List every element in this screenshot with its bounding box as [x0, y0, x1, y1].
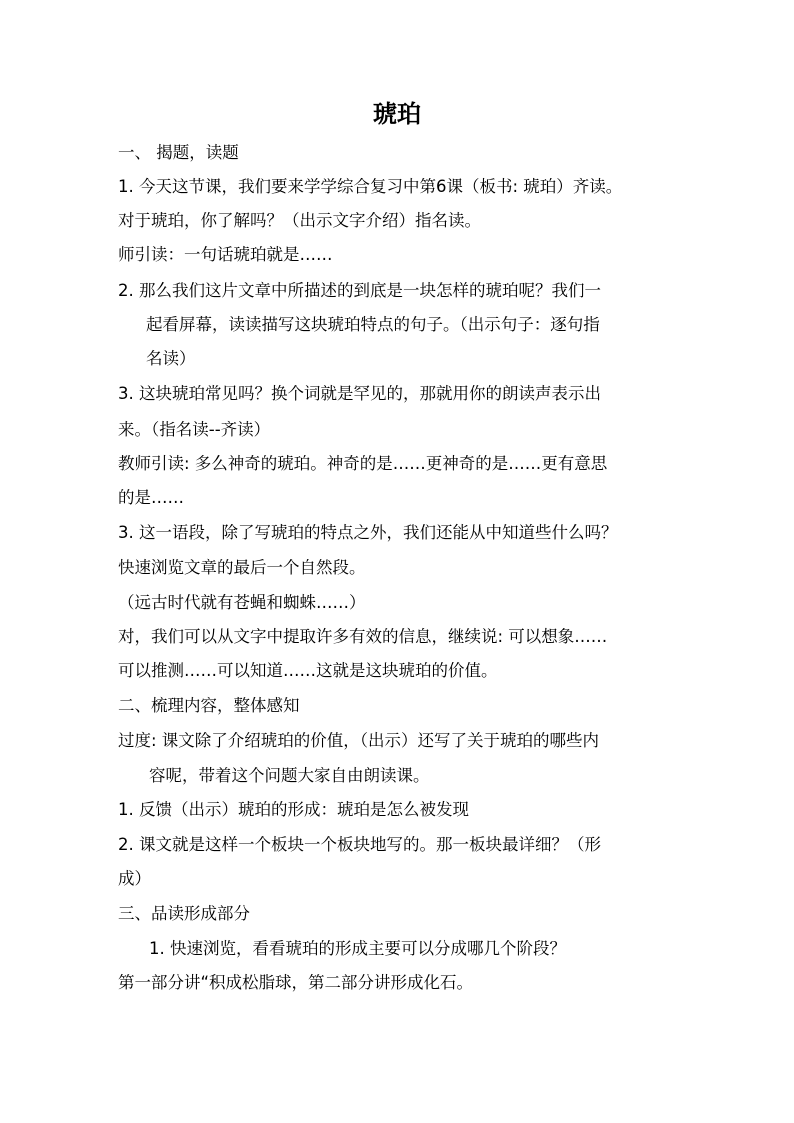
section-heading-1: 一、 揭题，读题: [118, 143, 239, 162]
paragraph-line: 第一部分讲“积成松脂球，第二部分讲形成化石。: [118, 973, 474, 992]
paragraph-line: （远古时代就有苍蝇和蜘蛛……）: [118, 593, 366, 612]
paragraph-line: 2. 那么我们这片文章中所描述的到底是一块怎样的琥珀呢？我们一: [118, 281, 601, 300]
paragraph-line: 1. 今天这节课，我们要来学学综合复习中第6课（板书: 琥珀）齐读。: [118, 177, 623, 196]
paragraph-line: 来。（指名读--齐读）: [118, 420, 271, 439]
paragraph-line: 3. 这一语段，除了写琥珀的特点之外，我们还能从中知道些什么吗？: [118, 523, 618, 542]
paragraph-line: 成）: [118, 869, 151, 888]
section-heading-2: 二、梳理内容，整体感知: [118, 696, 300, 715]
paragraph-line: 1. 快速浏览，看看琥珀的形成主要可以分成哪几个阶段？: [149, 939, 566, 958]
paragraph-line: 容呢，带着这个问题大家自由朗读课。: [149, 766, 430, 785]
paragraph-line: 可以推测……可以知道……这就是这块琥珀的价值。: [118, 661, 498, 680]
paragraph-line: 2. 课文就是这样一个板块一个板块地写的。那一板块最详细？（形: [118, 835, 601, 854]
paragraph-line: 对于琥珀，你了解吗？（出示文字介绍）指名读。: [118, 211, 481, 230]
document-title: 琥珀: [373, 100, 421, 128]
paragraph-line: 快速浏览文章的最后一个自然段。: [118, 558, 366, 577]
paragraph-line: 过度: 课文除了介绍琥珀的价值，（出示）还写了关于琥珀的哪些内: [118, 731, 600, 750]
paragraph-line: 的是……: [118, 488, 184, 507]
section-heading-3: 三、品读形成部分: [118, 904, 250, 923]
paragraph-line: 起看屏幕，读读描写这块琥珀特点的句子。（出示句子：逐句指: [146, 315, 600, 334]
paragraph-line: 1. 反馈（出示）琥珀的形成：琥珀是怎么被发现: [118, 800, 469, 819]
paragraph-line: 教师引读: 多么神奇的琥珀。神奇的是……更神奇的是……更有意思: [118, 454, 608, 473]
paragraph-line: 3. 这块琥珀常见吗？换个词就是罕见的，那就用你的朗读声表示出: [118, 384, 601, 403]
paragraph-line: 对，我们可以从文字中提取许多有效的信息，继续说: 可以想象……: [118, 627, 608, 646]
paragraph-line: 师引读：一句话琥珀就是……: [118, 245, 333, 264]
paragraph-line: 名读）: [146, 349, 196, 368]
